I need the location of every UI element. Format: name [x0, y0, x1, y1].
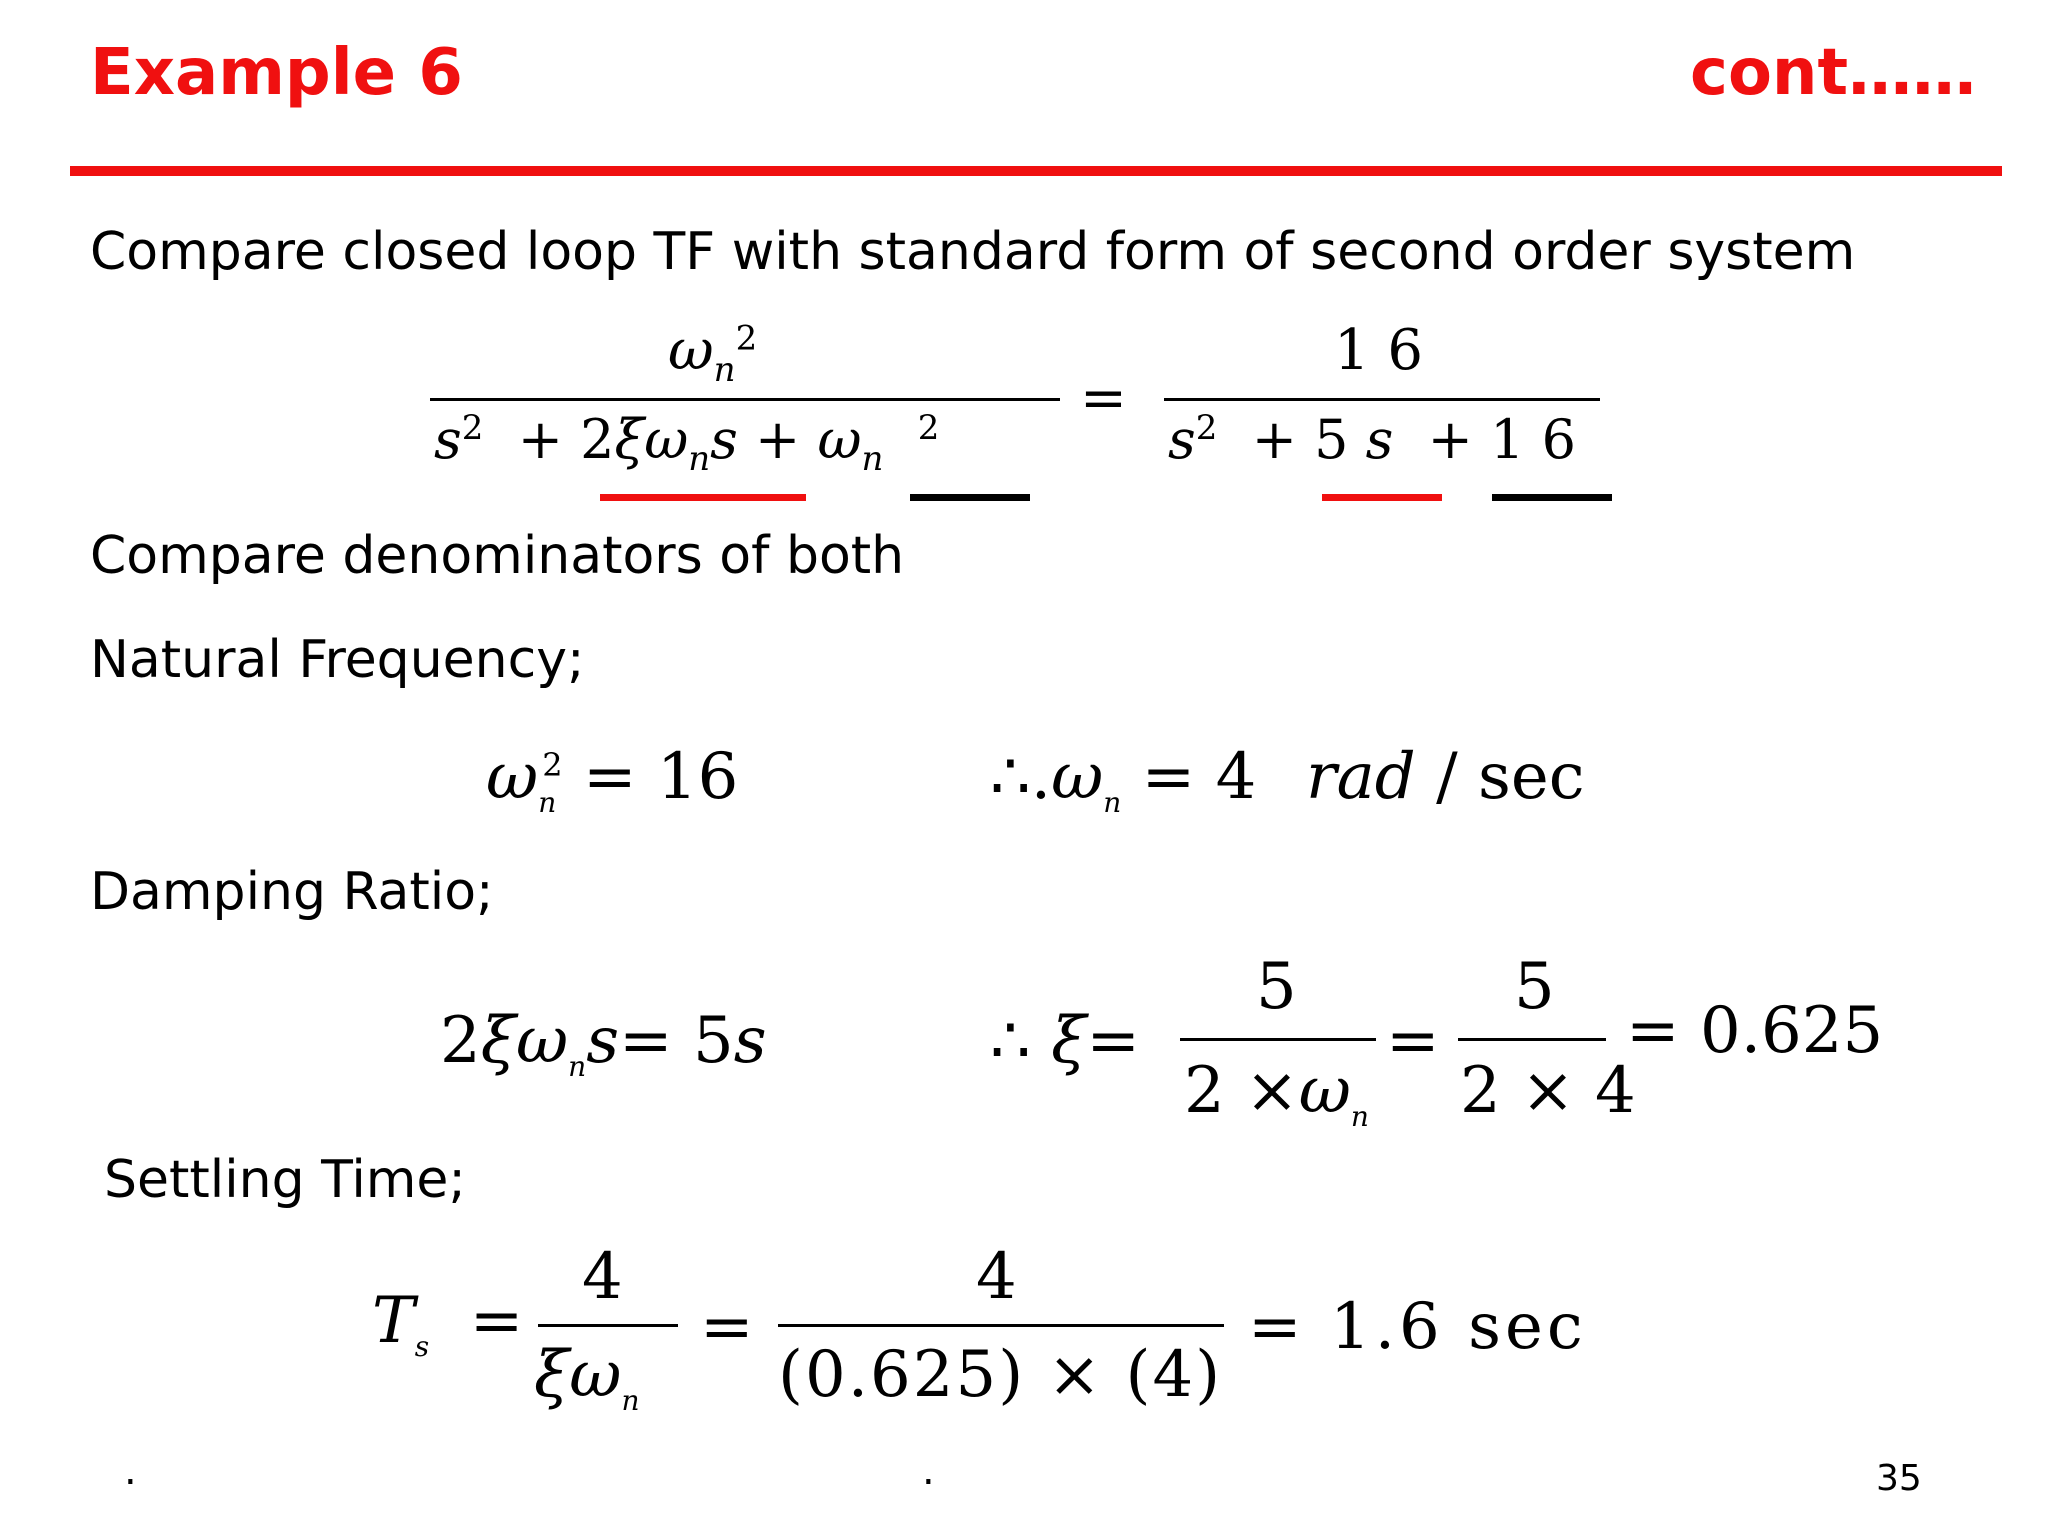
footer-dot-left: .	[124, 1448, 137, 1494]
eq1-lhs-denominator: $s^2 + 2\xi\omega_ns + \omega_n$ $^2$	[434, 408, 940, 479]
eq-damp-frac1-den: $2 \times\omega_n$	[1184, 1054, 1369, 1133]
underline-black-left	[910, 494, 1030, 501]
title-divider	[70, 166, 2002, 176]
eq-nat-right: $\therefore.\omega_n = 4$	[990, 740, 1257, 819]
eq-settle-frac1-den: $\xi\omega_n$	[534, 1338, 640, 1417]
slide-continued-label: cont……	[1690, 36, 1977, 110]
eq-settle-frac2-bar	[778, 1324, 1224, 1327]
eq-settle-frac1-bar	[538, 1324, 678, 1327]
eq-damp-left: $2\xi\omega_ns= 5s$	[440, 1004, 767, 1083]
eq-damp-frac2-num: 5	[1514, 950, 1555, 1024]
eq-damp-frac1-num: 5	[1256, 950, 1297, 1024]
eq1-lhs-fraction-bar	[430, 398, 1060, 401]
eq-nat-unit: rad / sec	[1306, 740, 1585, 814]
eq-damp-frac2-bar	[1458, 1038, 1606, 1041]
eq-settle-frac2-num: 4	[976, 1240, 1017, 1314]
eq1-rhs-denominator: $s^2 + 5$ s + 1 6	[1168, 408, 1576, 471]
text-compare-tf: Compare closed loop TF with standard form of second order system	[90, 222, 1856, 282]
text-natural-frequency: Natural Frequency;	[90, 630, 585, 690]
page-number: 35	[1876, 1458, 1922, 1499]
underline-black-right	[1492, 494, 1612, 501]
eq-damp-therefore: ∴ ξ=	[990, 1004, 1140, 1078]
eq-damp-equals: =	[1386, 1004, 1440, 1078]
eq-damp-frac2-den: 2 × 4	[1460, 1054, 1636, 1128]
eq-settle-frac2-den: (0.625) × (4)	[778, 1338, 1223, 1412]
eq-settle-frac1-num: 4	[582, 1240, 623, 1314]
eq-settle-result: = 1.6 sec	[1248, 1290, 1587, 1364]
underline-red-left	[600, 494, 806, 501]
eq1-rhs-numerator: 1 6	[1334, 318, 1424, 383]
eq-damp-frac1-bar	[1180, 1038, 1376, 1041]
text-compare-denominators: Compare denominators of both	[90, 526, 905, 586]
eq-damp-result: = 0.625	[1626, 994, 1884, 1068]
eq-settle-lhs: $T_s$ =	[372, 1284, 524, 1363]
eq1-lhs-numerator: $\omega_n^2$	[668, 318, 758, 391]
eq-nat-left: $\omega_n^2 = 16$	[486, 740, 739, 819]
eq1-equals: =	[1080, 366, 1127, 431]
eq-settle-equals: =	[700, 1290, 754, 1364]
eq1-rhs-fraction-bar	[1164, 398, 1600, 401]
text-settling-time: Settling Time;	[104, 1150, 466, 1210]
text-damping-ratio: Damping Ratio;	[90, 862, 494, 922]
underline-red-right	[1322, 494, 1442, 501]
slide-title: Example 6	[90, 36, 463, 110]
footer-dot-middle: .	[922, 1448, 935, 1494]
